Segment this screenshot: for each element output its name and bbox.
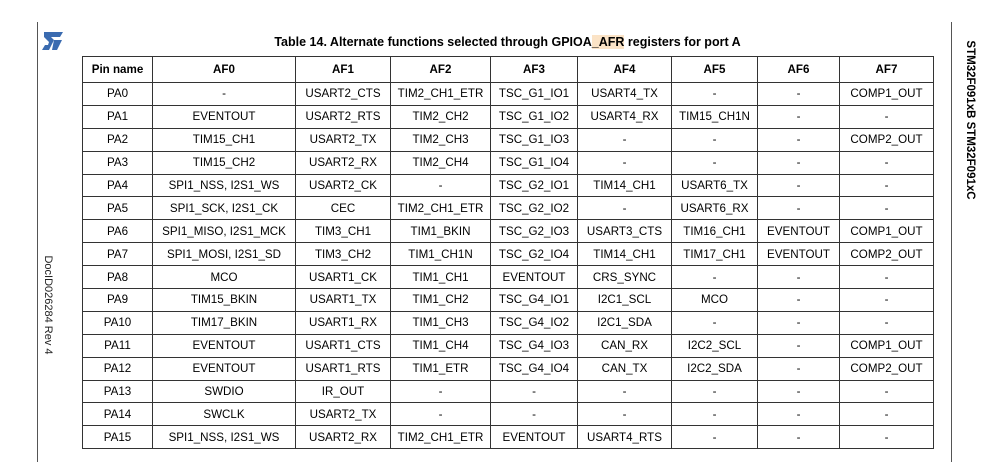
column-header-af3: AF3 <box>491 57 578 83</box>
af-cell: USART2_RX <box>296 426 391 449</box>
table-row <box>83 105 934 128</box>
alternate-functions-table <box>82 56 934 449</box>
af-cell: TIM2_CH4 <box>391 151 491 174</box>
af-cell: TIM15_CH2 <box>153 151 296 174</box>
pin-name-cell: PA8 <box>83 266 153 289</box>
af-cell: TIM14_CH1 <box>578 243 672 266</box>
table-row <box>83 380 934 403</box>
af-cell: USART2_RTS <box>296 105 391 128</box>
af-cell: - <box>840 380 934 403</box>
column-header-af1: AF1 <box>296 57 391 83</box>
pin-name-cell: PA9 <box>83 289 153 312</box>
af-cell: - <box>758 403 840 426</box>
af-cell: COMP2_OUT <box>840 243 934 266</box>
af-cell: - <box>672 128 758 151</box>
table-row <box>83 403 934 426</box>
af-cell: - <box>840 174 934 197</box>
af-cell: - <box>578 151 672 174</box>
st-logo-icon <box>40 28 66 54</box>
af-cell: - <box>840 151 934 174</box>
af-cell: CEC <box>296 197 391 220</box>
af-cell: USART2_TX <box>296 128 391 151</box>
af-cell: TIM14_CH1 <box>578 174 672 197</box>
af-cell: MCO <box>672 289 758 312</box>
caption-highlight: _AFR <box>591 35 625 49</box>
table-row <box>83 426 934 449</box>
af-cell: - <box>758 357 840 380</box>
af-cell: TSC_G1_IO3 <box>491 128 578 151</box>
af-cell: - <box>578 128 672 151</box>
af-cell: - <box>391 380 491 403</box>
af-cell: CAN_TX <box>578 357 672 380</box>
af-cell: TSC_G4_IO3 <box>491 334 578 357</box>
af-cell: TIM17_BKIN <box>153 311 296 334</box>
table-row <box>83 334 934 357</box>
af-cell: - <box>758 174 840 197</box>
af-cell: IR_OUT <box>296 380 391 403</box>
pin-name-cell: PA4 <box>83 174 153 197</box>
document-id: DocID026284 Rev 4 <box>42 255 54 355</box>
af-cell: TSC_G2_IO3 <box>491 220 578 243</box>
af-cell: - <box>578 403 672 426</box>
af-cell: - <box>672 266 758 289</box>
column-header-af7: AF7 <box>840 57 934 83</box>
af-cell: - <box>758 105 840 128</box>
af-cell: USART2_TX <box>296 403 391 426</box>
table-row <box>83 151 934 174</box>
af-cell: - <box>758 380 840 403</box>
af-cell: MCO <box>153 266 296 289</box>
af-cell: TSC_G4_IO4 <box>491 357 578 380</box>
pin-name-cell: PA3 <box>83 151 153 174</box>
af-cell: - <box>491 403 578 426</box>
pin-name-cell: PA12 <box>83 357 153 380</box>
af-cell: I2C2_SDA <box>672 357 758 380</box>
af-cell: TSC_G2_IO4 <box>491 243 578 266</box>
af-cell: TIM1_BKIN <box>391 220 491 243</box>
af-cell: TSC_G1_IO1 <box>491 83 578 106</box>
af-cell: SWDIO <box>153 380 296 403</box>
caption-prefix: Table 14. Alternate functions selected through GPIOA <box>274 35 592 49</box>
af-cell: USART2_CTS <box>296 83 391 106</box>
af-cell: TIM3_CH2 <box>296 243 391 266</box>
af-cell: EVENTOUT <box>153 357 296 380</box>
af-cell: SPI1_MOSI, I2S1_SD <box>153 243 296 266</box>
af-cell: TSC_G1_IO2 <box>491 105 578 128</box>
af-cell: SPI1_NSS, I2S1_WS <box>153 426 296 449</box>
af-cell: USART4_TX <box>578 83 672 106</box>
pin-name-cell: PA0 <box>83 83 153 106</box>
pin-name-cell: PA7 <box>83 243 153 266</box>
af-cell: USART2_RX <box>296 151 391 174</box>
af-cell: SPI1_MISO, I2S1_MCK <box>153 220 296 243</box>
af-cell: - <box>840 105 934 128</box>
af-cell: TIM16_CH1 <box>672 220 758 243</box>
af-cell: - <box>153 83 296 106</box>
af-cell: COMP2_OUT <box>840 128 934 151</box>
table-row <box>83 289 934 312</box>
table-caption <box>82 35 933 49</box>
af-cell: EVENTOUT <box>758 243 840 266</box>
right-margin-rule <box>951 22 952 462</box>
table-row <box>83 174 934 197</box>
af-cell: - <box>391 403 491 426</box>
af-cell: USART1_CTS <box>296 334 391 357</box>
af-cell: - <box>758 151 840 174</box>
af-cell: - <box>758 83 840 106</box>
af-cell: TIM2_CH1_ETR <box>391 426 491 449</box>
pin-name-cell: PA14 <box>83 403 153 426</box>
af-cell: - <box>758 266 840 289</box>
af-cell: TIM1_CH1 <box>391 266 491 289</box>
pin-name-cell: PA1 <box>83 105 153 128</box>
af-cell: TIM1_ETR <box>391 357 491 380</box>
af-cell: TIM2_CH1_ETR <box>391 83 491 106</box>
table-row <box>83 266 934 289</box>
af-cell: - <box>391 174 491 197</box>
af-cell: TIM2_CH1_ETR <box>391 197 491 220</box>
table-row <box>83 83 934 106</box>
af-cell: SPI1_NSS, I2S1_WS <box>153 174 296 197</box>
af-cell: TSC_G4_IO2 <box>491 311 578 334</box>
af-cell: - <box>672 380 758 403</box>
af-cell: TSC_G4_IO1 <box>491 289 578 312</box>
column-header-af4: AF4 <box>578 57 672 83</box>
pin-name-cell: PA15 <box>83 426 153 449</box>
af-cell: I2C1_SCL <box>578 289 672 312</box>
af-cell: - <box>840 266 934 289</box>
table-row <box>83 311 934 334</box>
af-cell: - <box>758 128 840 151</box>
column-header-af0: AF0 <box>153 57 296 83</box>
af-cell: - <box>672 83 758 106</box>
af-cell: USART1_TX <box>296 289 391 312</box>
af-cell: - <box>672 403 758 426</box>
column-header-pin-name: Pin name <box>83 57 153 83</box>
af-cell: SWCLK <box>153 403 296 426</box>
af-cell: TIM15_CH1N <box>672 105 758 128</box>
af-cell: SPI1_SCK, I2S1_CK <box>153 197 296 220</box>
af-cell: EVENTOUT <box>153 334 296 357</box>
af-cell: USART6_RX <box>672 197 758 220</box>
af-cell: I2C2_SCL <box>672 334 758 357</box>
pin-name-cell: PA13 <box>83 380 153 403</box>
af-cell: - <box>578 197 672 220</box>
table-header-row <box>83 57 934 83</box>
af-cell: - <box>840 311 934 334</box>
af-cell: I2C1_SDA <box>578 311 672 334</box>
table-row <box>83 243 934 266</box>
af-cell: EVENTOUT <box>153 105 296 128</box>
af-cell: - <box>491 380 578 403</box>
af-cell: EVENTOUT <box>491 266 578 289</box>
side-running-title: STM32F091xB STM32F091xC <box>964 40 976 200</box>
table-row <box>83 357 934 380</box>
af-cell: - <box>840 426 934 449</box>
caption-suffix: registers for port A <box>624 35 741 49</box>
af-cell: EVENTOUT <box>491 426 578 449</box>
af-cell: TIM17_CH1 <box>672 243 758 266</box>
af-cell: TIM1_CH4 <box>391 334 491 357</box>
af-cell: COMP2_OUT <box>840 357 934 380</box>
af-cell: USART6_TX <box>672 174 758 197</box>
af-cell: TIM2_CH2 <box>391 105 491 128</box>
af-cell: TIM1_CH1N <box>391 243 491 266</box>
af-cell: - <box>672 426 758 449</box>
af-cell: TSC_G2_IO1 <box>491 174 578 197</box>
af-cell: TSC_G1_IO4 <box>491 151 578 174</box>
af-cell: TSC_G2_IO2 <box>491 197 578 220</box>
af-cell: EVENTOUT <box>758 220 840 243</box>
af-cell: USART1_RTS <box>296 357 391 380</box>
table-body <box>83 83 934 449</box>
pin-name-cell: PA11 <box>83 334 153 357</box>
af-cell: COMP1_OUT <box>840 220 934 243</box>
af-cell: - <box>672 151 758 174</box>
af-cell: - <box>758 289 840 312</box>
af-cell: - <box>840 403 934 426</box>
af-cell: COMP1_OUT <box>840 83 934 106</box>
af-cell: - <box>758 197 840 220</box>
af-cell: USART4_RX <box>578 105 672 128</box>
af-cell: COMP1_OUT <box>840 334 934 357</box>
af-cell: TIM15_CH1 <box>153 128 296 151</box>
pin-name-cell: PA10 <box>83 311 153 334</box>
pin-name-cell: PA5 <box>83 197 153 220</box>
af-cell: - <box>758 334 840 357</box>
af-cell: USART4_RTS <box>578 426 672 449</box>
af-cell: TIM1_CH3 <box>391 311 491 334</box>
af-cell: USART3_CTS <box>578 220 672 243</box>
af-cell: CRS_SYNC <box>578 266 672 289</box>
af-cell: USART1_CK <box>296 266 391 289</box>
table-row <box>83 220 934 243</box>
af-cell: TIM15_BKIN <box>153 289 296 312</box>
pin-name-cell: PA6 <box>83 220 153 243</box>
af-cell: - <box>578 380 672 403</box>
af-cell: - <box>840 289 934 312</box>
column-header-af6: AF6 <box>758 57 840 83</box>
af-cell: - <box>758 311 840 334</box>
af-cell: - <box>840 197 934 220</box>
left-margin-rule <box>37 22 38 462</box>
column-header-af2: AF2 <box>391 57 491 83</box>
af-cell: - <box>758 426 840 449</box>
af-cell: TIM1_CH2 <box>391 289 491 312</box>
column-header-af5: AF5 <box>672 57 758 83</box>
af-cell: TIM3_CH1 <box>296 220 391 243</box>
table-row <box>83 197 934 220</box>
af-cell: TIM2_CH3 <box>391 128 491 151</box>
af-cell: CAN_RX <box>578 334 672 357</box>
af-cell: USART1_RX <box>296 311 391 334</box>
table-row <box>83 128 934 151</box>
pin-name-cell: PA2 <box>83 128 153 151</box>
af-cell: - <box>672 311 758 334</box>
af-cell: USART2_CK <box>296 174 391 197</box>
